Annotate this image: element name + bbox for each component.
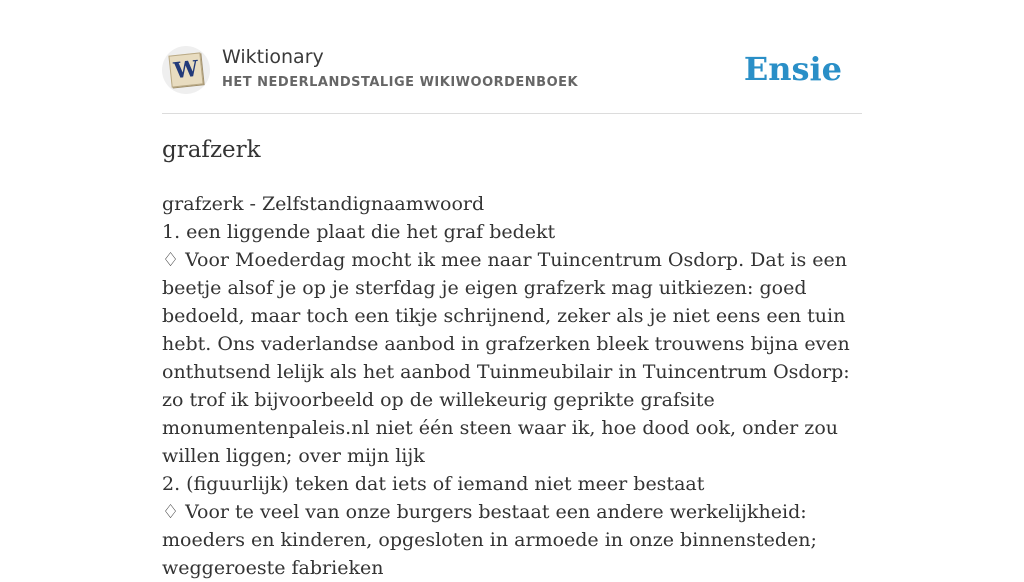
site-name[interactable]: Wiktionary [222, 46, 324, 68]
ensie-brand-link[interactable]: Ensie [743, 50, 842, 88]
site-subtitle: HET NEDERLANDSTALIGE WIKIWOORDENBOEK [222, 75, 579, 90]
entry-content [162, 190, 862, 582]
wiktionary-logo-tile: W [168, 52, 203, 87]
site-header [162, 44, 862, 98]
entry-line-example-2: ♢ Voor te veel van onze burgers bestaat een andere werkelijkheid: moeders en kinderen, opgesloten in armoede in onze binnensteden; weggeroeste fabrieken [162, 501, 817, 579]
entry-line-example-1: ♢ Voor Moederdag mocht ik mee naar Tuincentrum Osdorp. Dat is een beetje alsof je op je sterfdag je eigen grafzerk mag uitkiezen: goed bedoeld, maar toch een tikje schrijnend, zeker als je niet eens een tuin hebt. Ons vaderlandse aanbod in grafzerken bleek trouwens bijna even onthutsend lelijk als het aanbod Tuinmeubilair in Tuincentrum Osdorp: zo trof ik bijvoorbeeld op de willekeurig geprikte grafsite monumentenpaleis.nl niet één steen waar ik, hoe dood ook, onder zou willen liggen; over mijn lijk [162, 249, 850, 467]
entry-line-definition-1: 1. een liggende plaat die het graf bedekt [162, 221, 556, 243]
header-divider [162, 113, 862, 114]
entry-line-definition-2: 2. (figuurlijk) teken dat iets of iemand niet meer bestaat [162, 473, 705, 495]
wiktionary-logo[interactable] [162, 46, 210, 94]
entry-title: grafzerk [162, 137, 261, 163]
entry-line-headword: grafzerk - Zelfstandignaamwoord [162, 193, 485, 215]
